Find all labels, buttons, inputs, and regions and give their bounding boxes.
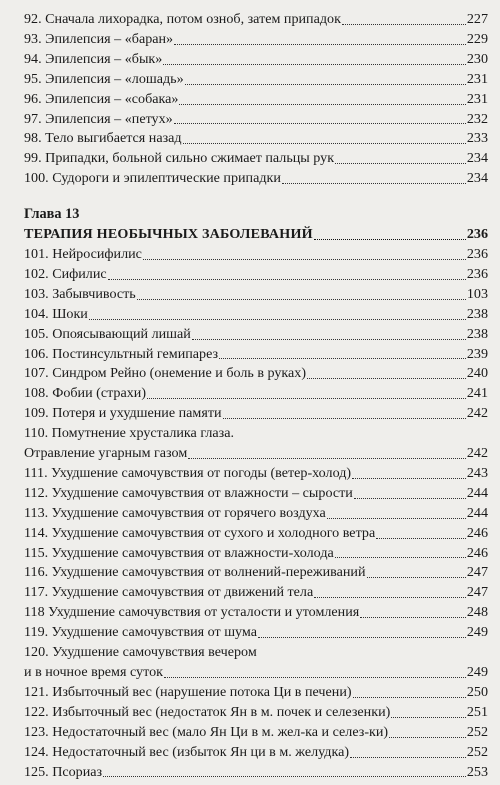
toc-entry[interactable] (24, 464, 488, 484)
dot-leader (354, 497, 466, 499)
dot-leader (137, 298, 466, 300)
toc-entry[interactable] (24, 703, 488, 723)
dot-leader (179, 103, 465, 105)
chapter-label: Глава 13 (24, 206, 80, 223)
toc-entry-title: 112. Ухудшение самочувствия от влажности – сырости (24, 484, 353, 501)
toc-entry[interactable] (24, 110, 488, 130)
dot-leader (335, 556, 466, 558)
toc-entry-page-number: 247 (466, 564, 488, 581)
toc-entry-page-number: 244 (466, 484, 488, 501)
toc-entry-page-number: 239 (466, 345, 488, 362)
toc-entry[interactable] (24, 404, 488, 424)
toc-entry[interactable] (24, 325, 488, 345)
toc-entry-page-number: 233 (466, 130, 488, 147)
toc-entry-title: 100. Судороги и эпилептические припадки (24, 170, 281, 187)
dot-leader (314, 238, 466, 240)
dot-leader (219, 357, 466, 359)
toc-entry-page-number: 238 (466, 325, 488, 342)
toc-section-d (24, 683, 488, 783)
entry-120-title-cont: и в ночное время суток (24, 664, 163, 680)
toc-entry-title: 125. Псориаз (24, 763, 103, 780)
toc-entry[interactable] (24, 90, 488, 110)
toc-entry[interactable] (24, 723, 488, 743)
toc-entry-page-number: 252 (466, 743, 488, 760)
chapter-title: ТЕРАПИЯ НЕОБЫЧНЫХ ЗАБОЛЕВАНИЙ (24, 226, 313, 243)
toc-entry-title: 93. Эпилепсия – «баран» (24, 30, 174, 47)
dot-leader (192, 338, 466, 340)
toc-entry[interactable] (24, 169, 488, 189)
toc-entry-title: 103. Забывчивость (24, 285, 136, 302)
dot-leader (360, 616, 466, 618)
dot-leader (335, 162, 466, 164)
entry-120-page-number: 249 (466, 664, 488, 680)
toc-entry[interactable] (24, 603, 488, 623)
toc-section-b (24, 245, 488, 424)
toc-entry-title: 115. Ухудшение самочувствия от влажности-холода (24, 544, 334, 561)
toc-entry-title: 99. Припадки, больной сильно сжимает пальцы рук (24, 150, 335, 167)
toc-entry[interactable] (24, 623, 488, 643)
toc-entry-title: 113. Ухудшение самочувствия от горячего воздуха (24, 504, 326, 521)
entry-110-page-number: 242 (466, 445, 488, 462)
toc-entry-title: 98. Тело выгибается назад (24, 130, 182, 147)
toc-entry-title: 94. Эпилепсия – «бык» (24, 50, 163, 67)
toc-entry[interactable] (24, 345, 488, 365)
toc-entry[interactable] (24, 364, 488, 384)
entry-120-line-2 (24, 663, 488, 683)
toc-entry-title: 101. Нейросифилис (24, 245, 142, 262)
toc-entry-title: 121. Избыточный вес (нарушение потока Ци в печени) (24, 683, 352, 700)
toc-entry-title: 105. Опоясывающий лишай (24, 325, 191, 342)
toc-entry-title: 111. Ухудшение самочувствия от погоды (ветер-холод) (24, 464, 352, 481)
dot-leader (174, 43, 466, 45)
toc-entry-title: 106. Постинсультный гемипарез (24, 345, 219, 362)
toc-entry[interactable] (24, 683, 488, 703)
dot-leader (174, 122, 466, 124)
dot-leader (307, 377, 466, 379)
toc-entry[interactable] (24, 544, 488, 564)
toc-entry-title: 119. Ухудшение самочувствия от шума (24, 624, 257, 641)
toc-entry[interactable] (24, 504, 488, 524)
toc-entry-title: 107. Синдром Рейно (онемение и боль в руках) (24, 365, 307, 382)
dot-leader (103, 775, 466, 777)
toc-entry[interactable] (24, 384, 488, 404)
toc-entry[interactable] (24, 305, 488, 325)
toc-entry[interactable] (24, 70, 488, 90)
toc-entry-title: 96. Эпилепсия – «собака» (24, 90, 179, 107)
entry-110-title-cont: Отравление угарным газом (24, 445, 188, 462)
toc-entry-title: 122. Избыточный вес (недостаток Ян в м. почек и селезенки) (24, 703, 391, 720)
toc-entry-page-number: 241 (466, 385, 488, 402)
toc-entry[interactable] (24, 30, 488, 50)
toc-entry[interactable] (24, 285, 488, 305)
toc-entry-page-number: 229 (466, 30, 488, 47)
dot-leader (185, 83, 466, 85)
toc-entry-title: 117. Ухудшение самочувствия от движений тела (24, 584, 314, 601)
toc-entry-page-number: 236 (466, 265, 488, 282)
dot-leader (391, 716, 466, 718)
dot-leader (353, 696, 466, 698)
dot-leader (188, 457, 466, 459)
toc-entry-110[interactable] (24, 424, 488, 464)
entry-110-line-2 (24, 444, 488, 464)
toc-entry[interactable] (24, 245, 488, 265)
toc-entry-page-number: 234 (466, 150, 488, 167)
toc-entry-page-number: 249 (466, 624, 488, 641)
toc-entry-title: 116. Ухудшение самочувствия от волнений-переживаний (24, 564, 366, 581)
toc-section-c (24, 464, 488, 643)
toc-entry[interactable] (24, 524, 488, 544)
dot-leader (108, 278, 466, 280)
table-of-contents (24, 10, 488, 782)
toc-entry[interactable] (24, 265, 488, 285)
toc-entry[interactable] (24, 563, 488, 583)
toc-entry[interactable] (24, 763, 488, 783)
toc-entry-page-number: 246 (466, 544, 488, 561)
toc-entry-title: 104. Шоки (24, 305, 88, 322)
entry-110-line-1: 110. Помутнение хрусталика глаза. (24, 425, 235, 442)
dot-leader (367, 576, 466, 578)
toc-entry-title: 114. Ухудшение самочувствия от сухого и холодного ветра (24, 524, 376, 541)
toc-entry-page-number: 252 (466, 723, 488, 740)
dot-leader (389, 736, 466, 738)
toc-entry-title: 109. Потеря и ухудшение памяти (24, 405, 222, 422)
toc-entry[interactable] (24, 743, 488, 763)
dot-leader (342, 23, 466, 25)
toc-entry-page-number: 250 (466, 683, 488, 700)
dot-leader (147, 397, 466, 399)
toc-entry[interactable] (24, 50, 488, 70)
toc-entry-title: 97. Эпилепсия – «петух» (24, 110, 173, 127)
dot-leader (183, 142, 466, 144)
dot-leader (282, 182, 466, 184)
toc-entry-page-number: 251 (466, 703, 488, 720)
toc-entry-page-number: 253 (466, 763, 488, 780)
toc-entry-title: 124. Недостаточный вес (избыток Ян ци в м. желудка) (24, 743, 350, 760)
toc-entry-page-number: 103 (466, 285, 488, 302)
toc-entry-page-number: 238 (466, 305, 488, 322)
toc-entry[interactable] (24, 129, 488, 149)
toc-entry-page-number: 236 (466, 245, 488, 262)
dot-leader (163, 63, 466, 65)
toc-entry-title: 118 Ухудшение самочувствия от усталости и утомления (24, 604, 360, 621)
toc-entry-page-number: 232 (466, 110, 488, 127)
chapter-page-number: 236 (466, 226, 488, 243)
toc-entry-page-number: 231 (466, 70, 488, 87)
dot-leader (164, 676, 466, 678)
toc-entry-page-number: 230 (466, 50, 488, 67)
toc-entry-page-number: 246 (466, 524, 488, 541)
toc-entry-title: 102. Сифилис (24, 265, 107, 282)
toc-entry-page-number: 231 (466, 90, 488, 107)
toc-entry-title: 92. Сначала лихорадка, потом озноб, затем припадок (24, 11, 341, 27)
dot-leader (350, 756, 466, 758)
toc-entry[interactable] (24, 484, 488, 504)
toc-entry-page-number: 243 (466, 464, 488, 481)
toc-entry-page-number: 234 (466, 170, 488, 187)
dot-leader (352, 477, 466, 479)
toc-section-a (24, 10, 488, 189)
toc-entry-title: 95. Эпилепсия – «лошадь» (24, 70, 184, 87)
toc-entry-page-number: 247 (466, 584, 488, 601)
toc-entry-page-number: 242 (466, 405, 488, 422)
dot-leader (223, 417, 466, 419)
dot-leader (143, 258, 466, 260)
toc-entry-title: 123. Недостаточный вес (мало Ян Ци в м. жел-ка и селез-ки) (24, 723, 389, 740)
chapter-13-block (24, 205, 488, 245)
toc-entry-page-number: 240 (466, 365, 488, 382)
entry-120-line-1: 120. Ухудшение самочувствия вечером (24, 644, 257, 661)
toc-entry[interactable] (24, 149, 488, 169)
dot-leader (327, 517, 466, 519)
dot-leader (89, 318, 466, 320)
toc-entry[interactable] (24, 583, 488, 603)
toc-entry-120[interactable] (24, 643, 488, 683)
dot-leader (376, 537, 466, 539)
toc-entry-page-number: 244 (466, 504, 488, 521)
toc-entry-page-number: 248 (466, 604, 488, 621)
toc-entry-page-number: 227 (466, 11, 488, 27)
dot-leader (258, 636, 466, 638)
chapter-title-entry[interactable] (24, 225, 488, 245)
toc-entry[interactable] (24, 10, 488, 30)
dot-leader (314, 596, 466, 598)
toc-entry-title: 108. Фобии (страхи) (24, 385, 147, 402)
